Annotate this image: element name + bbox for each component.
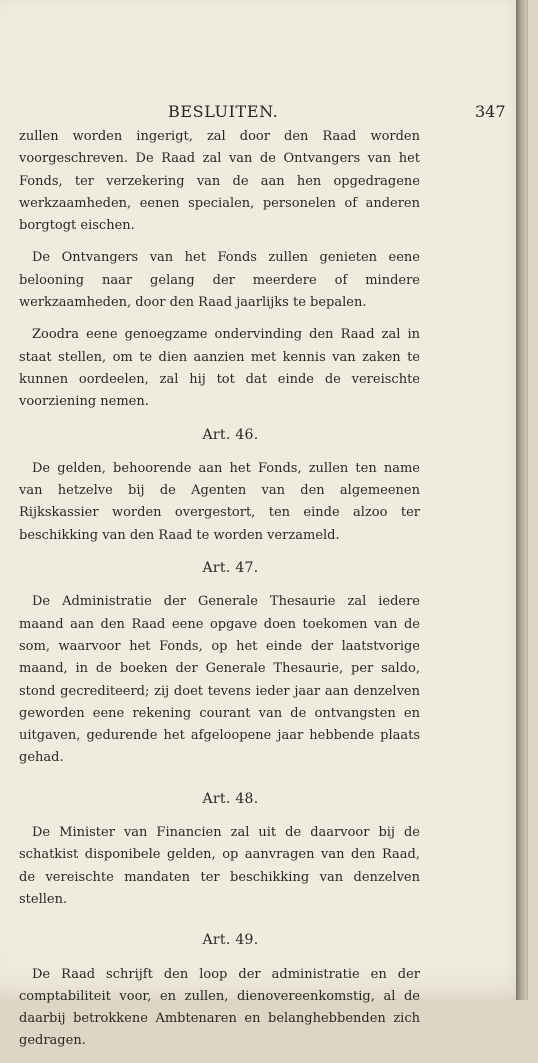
article-heading-49: Art. 49. xyxy=(202,932,259,949)
page-edge xyxy=(516,0,527,1000)
paragraph-5: De Administratie der Generale Thesaurie zal iedere maand aan den Raad eene opgave doen toekomen van de som, waarvoor het Fonds, op het einde der laatstvorige maand, in de boeken der Generale Thesaurie, per saldo, stond gecrediteerd; zij doet tevens ieder jaar aan denzelven geworden eene rekening courant van de ontvangsten en uitgaven, gedurende het afgeloopene jaar hebbende plaats gehad. xyxy=(19,594,420,766)
paragraph-7: De Raad schrijft den loop der administratie en der comptabiliteit voor, en zullen, dienovereenkomstig, al de daarbij betrokkene Ambtenaren en belanghebbenden zich gedragen. xyxy=(19,966,420,1049)
page-number: 347 xyxy=(475,102,506,121)
paragraph-3: Zoodra eene genoegzame ondervinding den Raad zal in staat stellen, om te dien aanzien met kennis van zaken te kunnen oordeelen, zal hij tot dat einde de vereischte voorziening nemen. xyxy=(19,327,420,410)
paragraph-1: zullen worden ingerigt, zal door den Raad worden voorgeschreven. De Raad zal van de Ontvangers van het Fonds, ter verzekering van de aan hen opgedragene werkzaamheden, eenen specialen, personelen of anderen borgtogt eischen. xyxy=(19,129,420,234)
running-head-title: BESLUITEN. xyxy=(168,102,279,121)
paragraph-2: De Ontvangers van het Fonds zullen genieten eene belooning naar gelang der meerdere of mindere werkzaamheden, door den Raad jaarlijks te bepalen. xyxy=(19,250,420,311)
page-body xyxy=(19,126,420,1063)
article-heading-47: Art. 47. xyxy=(202,560,259,577)
running-head xyxy=(0,100,527,124)
paragraph-6: De Minister van Financien zal uit de daarvoor bij de schatkist disponibele gelden, op aanvragen van den Raad, de vereischte mandaten ter beschikking van denzelven stellen. xyxy=(19,825,420,907)
paragraph-4: De gelden, behoorende aan het Fonds, zullen ten name van hetzelve bij de Agenten van den algemeenen Rijkskassier worden overgestort, ten einde alzoo ter beschikking van den Raad te worden verzameld. xyxy=(19,460,420,543)
article-heading-48: Art. 48. xyxy=(202,790,259,807)
article-heading-46: Art. 46. xyxy=(202,426,259,443)
